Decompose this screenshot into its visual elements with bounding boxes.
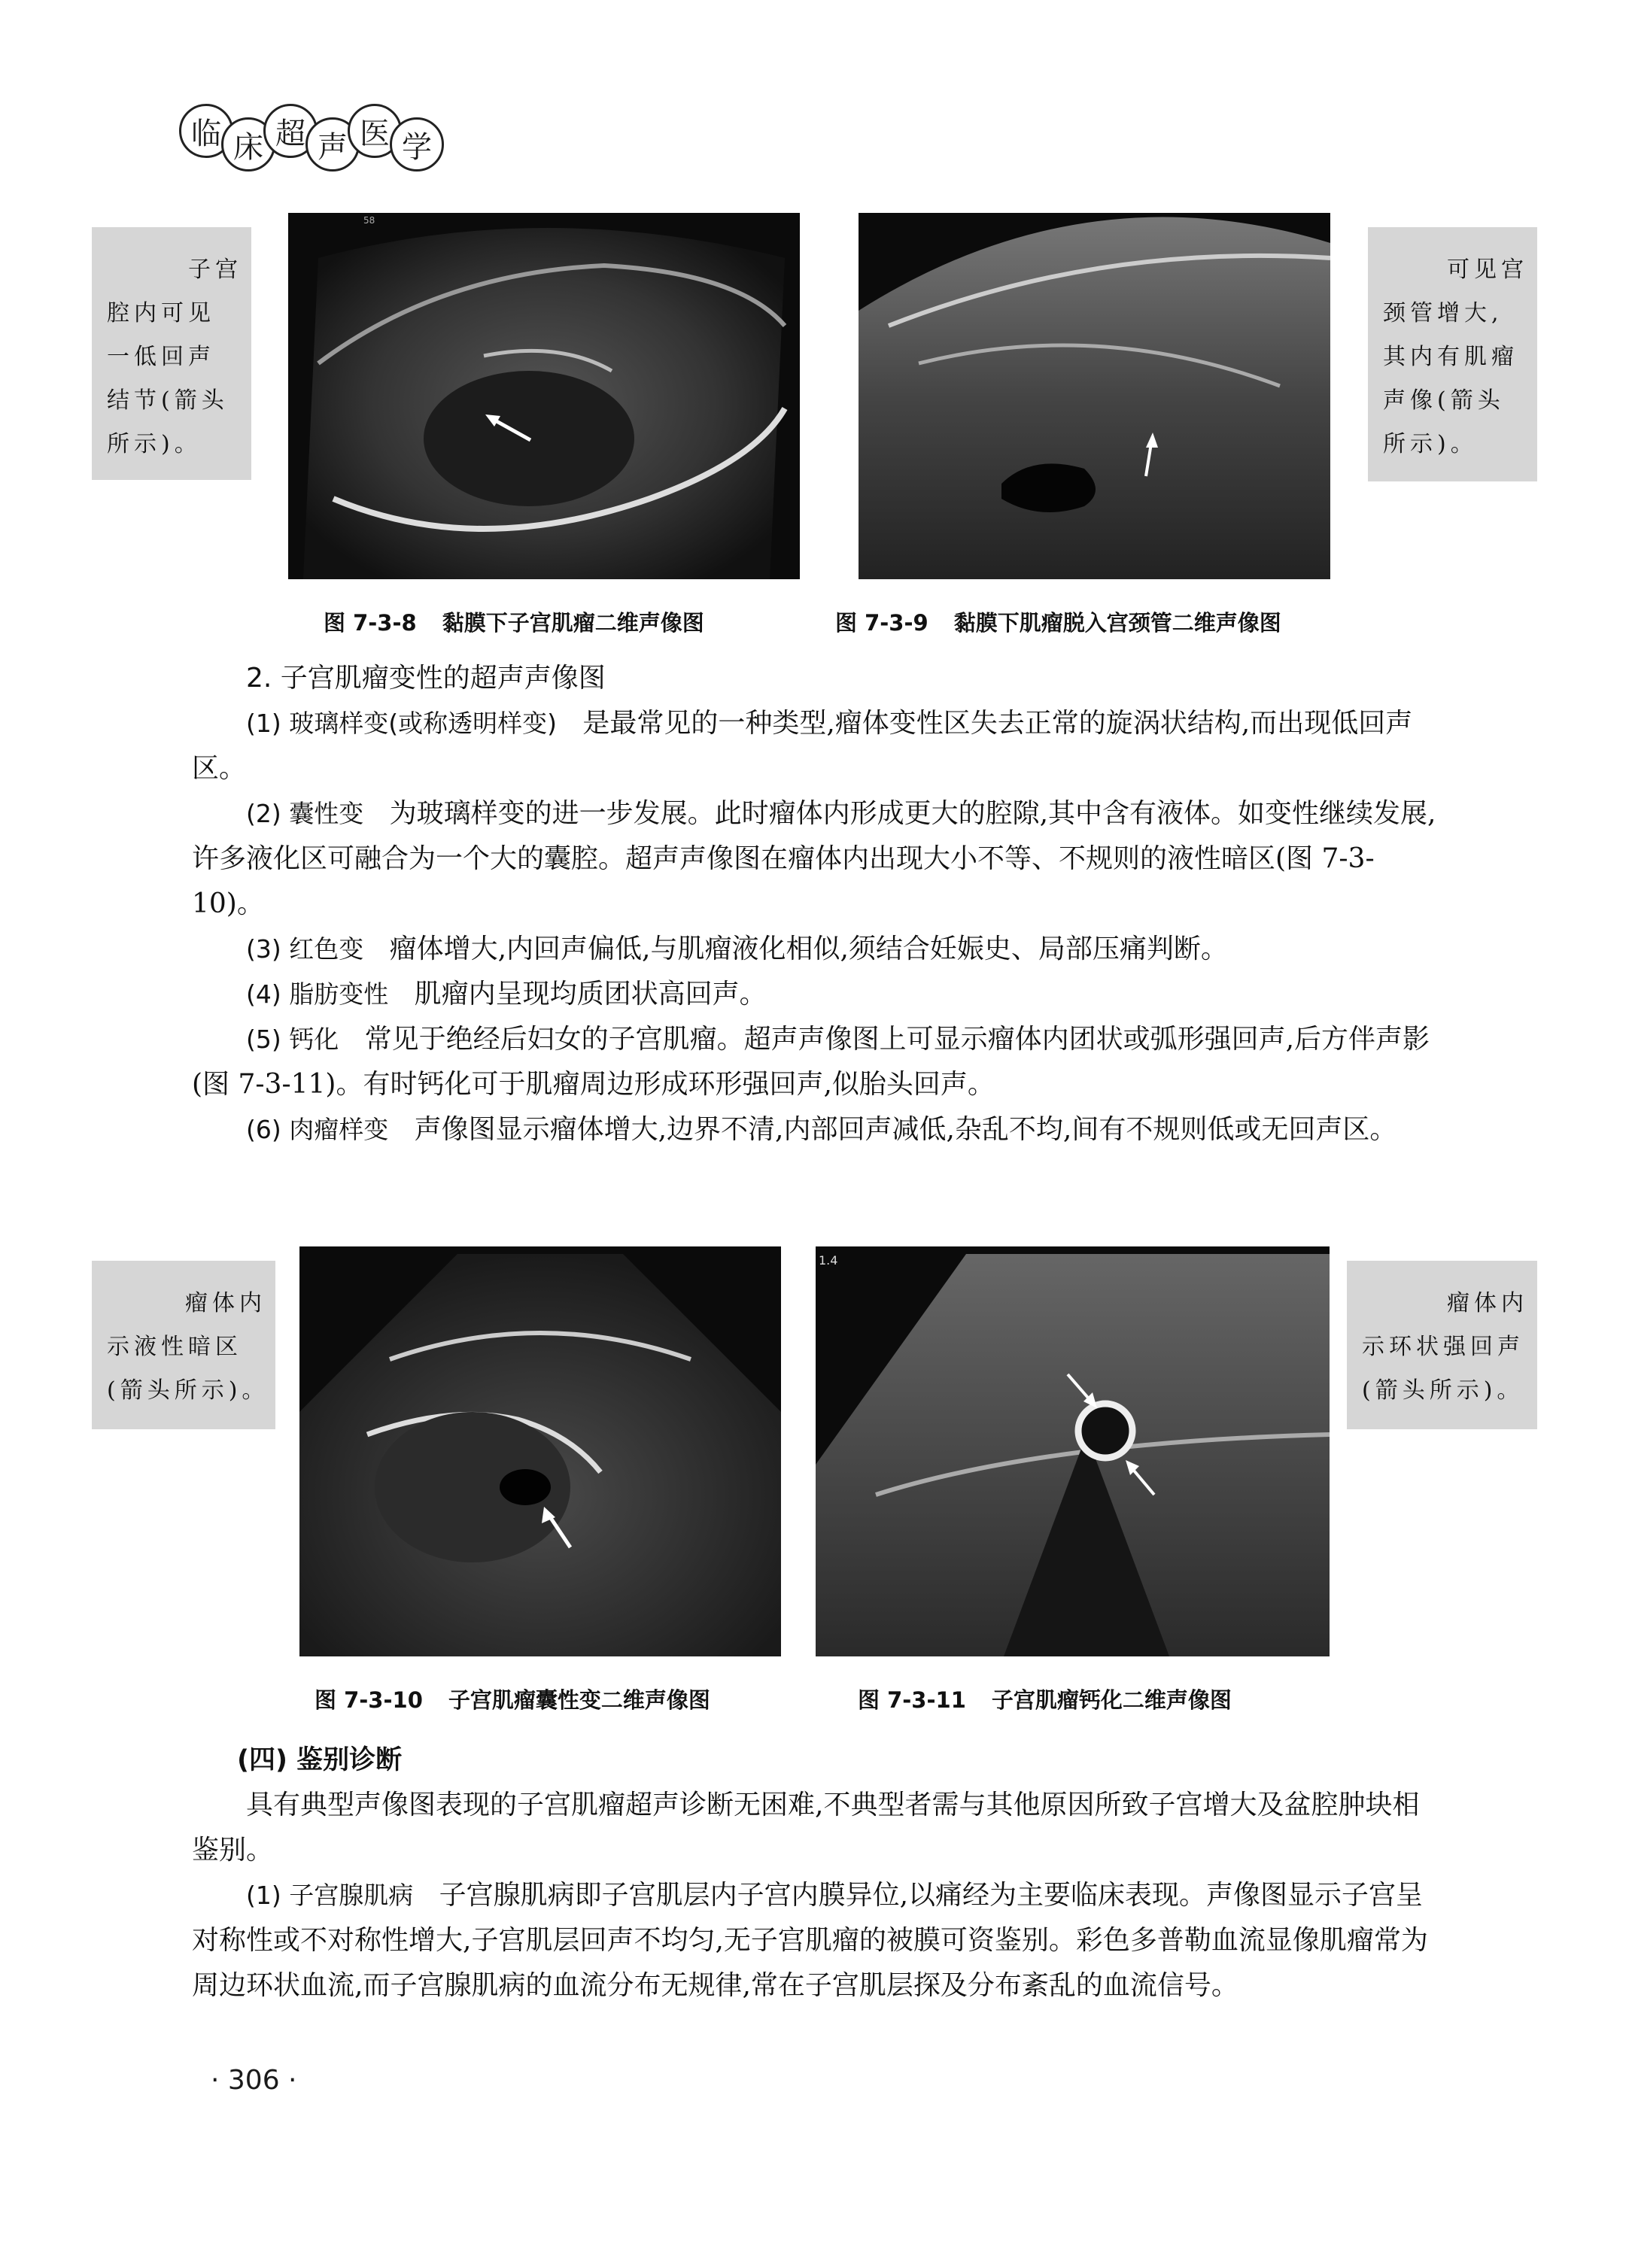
ultrasound-image-7-3-8: [288, 213, 800, 579]
figure-caption: [324, 606, 704, 637]
item-text: 常见于绝经后妇女的子宫肌瘤。超声声像图上可显示瘤体内团状或弧形强回声,后方伴声影(图 7-3-11)。有时钙化可于肌瘤周边形成环形强回声,似胎头回声。: [192, 1024, 1430, 1100]
figure-title: 子宫肌瘤钙化二维声像图: [991, 1687, 1232, 1713]
side-note-left-top: [92, 227, 251, 480]
note-line: 示环状强回声: [1362, 1334, 1524, 1360]
item-label: (1) 子宫腺肌病: [246, 1881, 414, 1910]
note-line: 所示)。: [107, 431, 202, 457]
paragraph: [192, 701, 1445, 791]
item-text: 肌瘤内呈现均质团状高回声。: [414, 979, 767, 1010]
note-line: 其内有肌瘤: [1383, 344, 1518, 370]
note-line: 颈管增大,: [1383, 300, 1503, 326]
note-line: 腔内可见: [107, 300, 215, 326]
header-char: 医: [348, 104, 402, 158]
header-char: 床: [221, 117, 275, 172]
figure-title: 子宫肌瘤囊性变二维声像图: [448, 1687, 710, 1713]
figure-number: 图 7-3-9: [835, 610, 928, 636]
note-line: (箭头所示)。: [107, 1377, 269, 1404]
section-differential-diagnosis: [192, 1738, 1445, 2008]
note-line: 结节(箭头: [107, 387, 229, 414]
item-text: 为玻璃样变的进一步发展。此时瘤体内形成更大的腔隙,其中含有液体。如变性继续发展,许多液化区可融合为一个大的囊腔。超声声像图在瘤体内出现大小不等、不规则的液性暗区(图 7-3-10)。: [192, 798, 1436, 919]
paragraph: [192, 791, 1445, 927]
paragraph: [192, 972, 1445, 1017]
note-line: (箭头所示)。: [1362, 1377, 1524, 1404]
side-note-left-bottom: [92, 1261, 275, 1429]
running-header: [179, 104, 480, 172]
item-label: (4) 脂肪变性: [246, 979, 389, 1009]
item-text: 声像图显示瘤体增大,边界不清,内部回声减低,杂乱不均,间有不规则低或无回声区。: [414, 1114, 1397, 1145]
note-line: 一低回声: [107, 344, 215, 370]
item-label: (2) 囊性变: [246, 799, 364, 828]
note-line: 瘤体内: [1447, 1290, 1528, 1316]
ultrasound-image-7-3-9: [859, 213, 1330, 579]
item-label: (6) 肉瘤样变: [246, 1115, 389, 1144]
ultrasound-image-7-3-11: [816, 1246, 1330, 1656]
ultrasound-image-7-3-10: [299, 1246, 781, 1656]
header-char: 声: [305, 117, 360, 172]
figure-caption: [835, 606, 1281, 637]
side-note-right-top: [1368, 227, 1537, 481]
image-corner-label: 1.4: [819, 1253, 838, 1268]
item-label: (3) 红色变: [246, 934, 364, 964]
item-label: (5) 钙化: [246, 1025, 339, 1054]
figure-number: 图 7-3-11: [858, 1687, 966, 1713]
note-line: 所示)。: [1383, 431, 1478, 457]
paragraph: [192, 1017, 1445, 1107]
page-number: · 306 ·: [211, 2065, 297, 2096]
figure-title: 黏膜下肌瘤脱入宫颈管二维声像图: [953, 610, 1281, 636]
note-line: 示液性暗区: [107, 1334, 242, 1360]
section-heading: (四) 鉴别诊断: [237, 1745, 403, 1775]
paragraph: [192, 1873, 1445, 2008]
paragraph: [192, 927, 1445, 972]
figure-number: 图 7-3-8: [324, 610, 417, 636]
item-text: 子宫腺肌病即子宫肌层内子宫内膜异位,以痛经为主要临床表现。声像图显示子宫呈对称性或不对称性增大,子宫肌层回声不均匀,无子宫肌瘤的被膜可资鉴别。彩色多普勒血流显像肌瘤常为周边环状血流,而子宫腺肌病的血流分布无规律,常在子宫肌层探及分布紊乱的血流信号。: [192, 1880, 1428, 2001]
image-corner-label: 58: [363, 215, 375, 226]
note-line: 声像(箭头: [1383, 387, 1505, 414]
section-degeneration: [192, 656, 1445, 1152]
paragraph: [192, 1107, 1445, 1152]
header-char: 临: [179, 104, 233, 158]
header-char: 超: [263, 104, 318, 158]
item-text: 瘤体增大,内回声偏低,与肌瘤液化相似,须结合妊娠史、局部压痛判断。: [389, 934, 1228, 964]
note-line: 子宫: [188, 257, 242, 283]
note-line: 瘤体内: [185, 1290, 266, 1316]
figure-caption: [315, 1684, 710, 1714]
side-note-right-bottom: [1347, 1261, 1537, 1429]
figure-caption: [858, 1684, 1232, 1714]
figure-number: 图 7-3-10: [315, 1687, 423, 1713]
header-char: 学: [390, 117, 444, 172]
figure-title: 黏膜下子宫肌瘤二维声像图: [442, 610, 704, 636]
item-text: 是最常见的一种类型,瘤体变性区失去正常的旋涡状结构,而出现低回声区。: [192, 708, 1413, 784]
note-line: 可见宫: [1447, 257, 1528, 283]
paragraph: 具有典型声像图表现的子宫肌瘤超声诊断无困难,不典型者需与其他原因所致子宫增大及盆腔肿块相鉴别。: [192, 1790, 1420, 1866]
section-heading: 2. 子宫肌瘤变性的超声声像图: [246, 663, 606, 694]
item-label: (1) 玻璃样变(或称透明样变): [246, 709, 557, 738]
